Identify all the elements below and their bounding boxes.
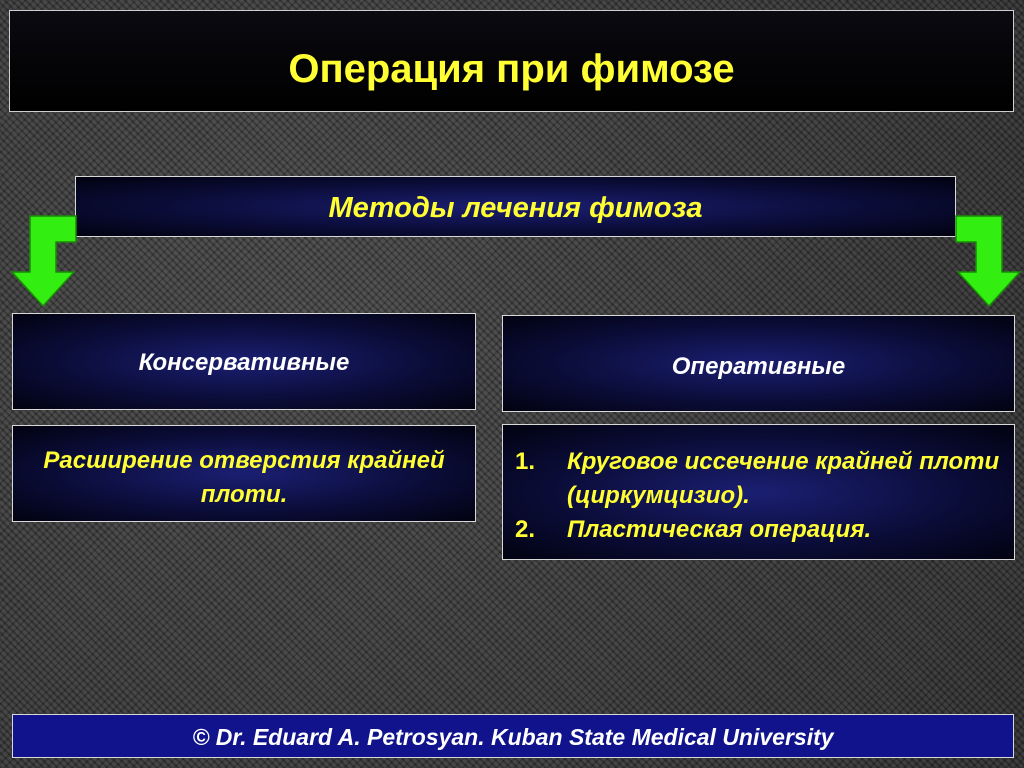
operative-category-box <box>502 315 1015 412</box>
list-item-number: 1. <box>515 448 536 475</box>
list-item <box>515 513 1004 547</box>
elbow-arrow-down-left-icon <box>8 212 84 310</box>
footer-banner <box>12 714 1014 758</box>
operative-list <box>515 445 1004 547</box>
footer-credit: © Dr. Eduard A. Petrosyan. Kuban State Medical University <box>192 724 834 750</box>
methods-header-box <box>75 176 956 237</box>
operative-list-box <box>502 424 1015 560</box>
page-title: Операция при фимозе <box>288 47 735 91</box>
list-item-text: Пластическая операция. <box>567 516 872 543</box>
conservative-category-box <box>12 313 476 410</box>
title-banner <box>9 10 1014 112</box>
list-item-number: 2. <box>515 516 536 543</box>
conservative-description: Расширение отверстия крайней плоти. <box>43 447 445 508</box>
conservative-label: Консервативные <box>138 349 350 376</box>
list-item <box>515 445 1004 513</box>
list-item-text: Круговое иссечение крайней плоти (циркумцизио). <box>567 448 1000 509</box>
methods-label: Методы лечения фимоза <box>328 192 703 224</box>
elbow-arrow-down-right-icon <box>948 212 1024 310</box>
operative-label: Оперативные <box>671 353 846 380</box>
conservative-description-box <box>12 425 476 522</box>
